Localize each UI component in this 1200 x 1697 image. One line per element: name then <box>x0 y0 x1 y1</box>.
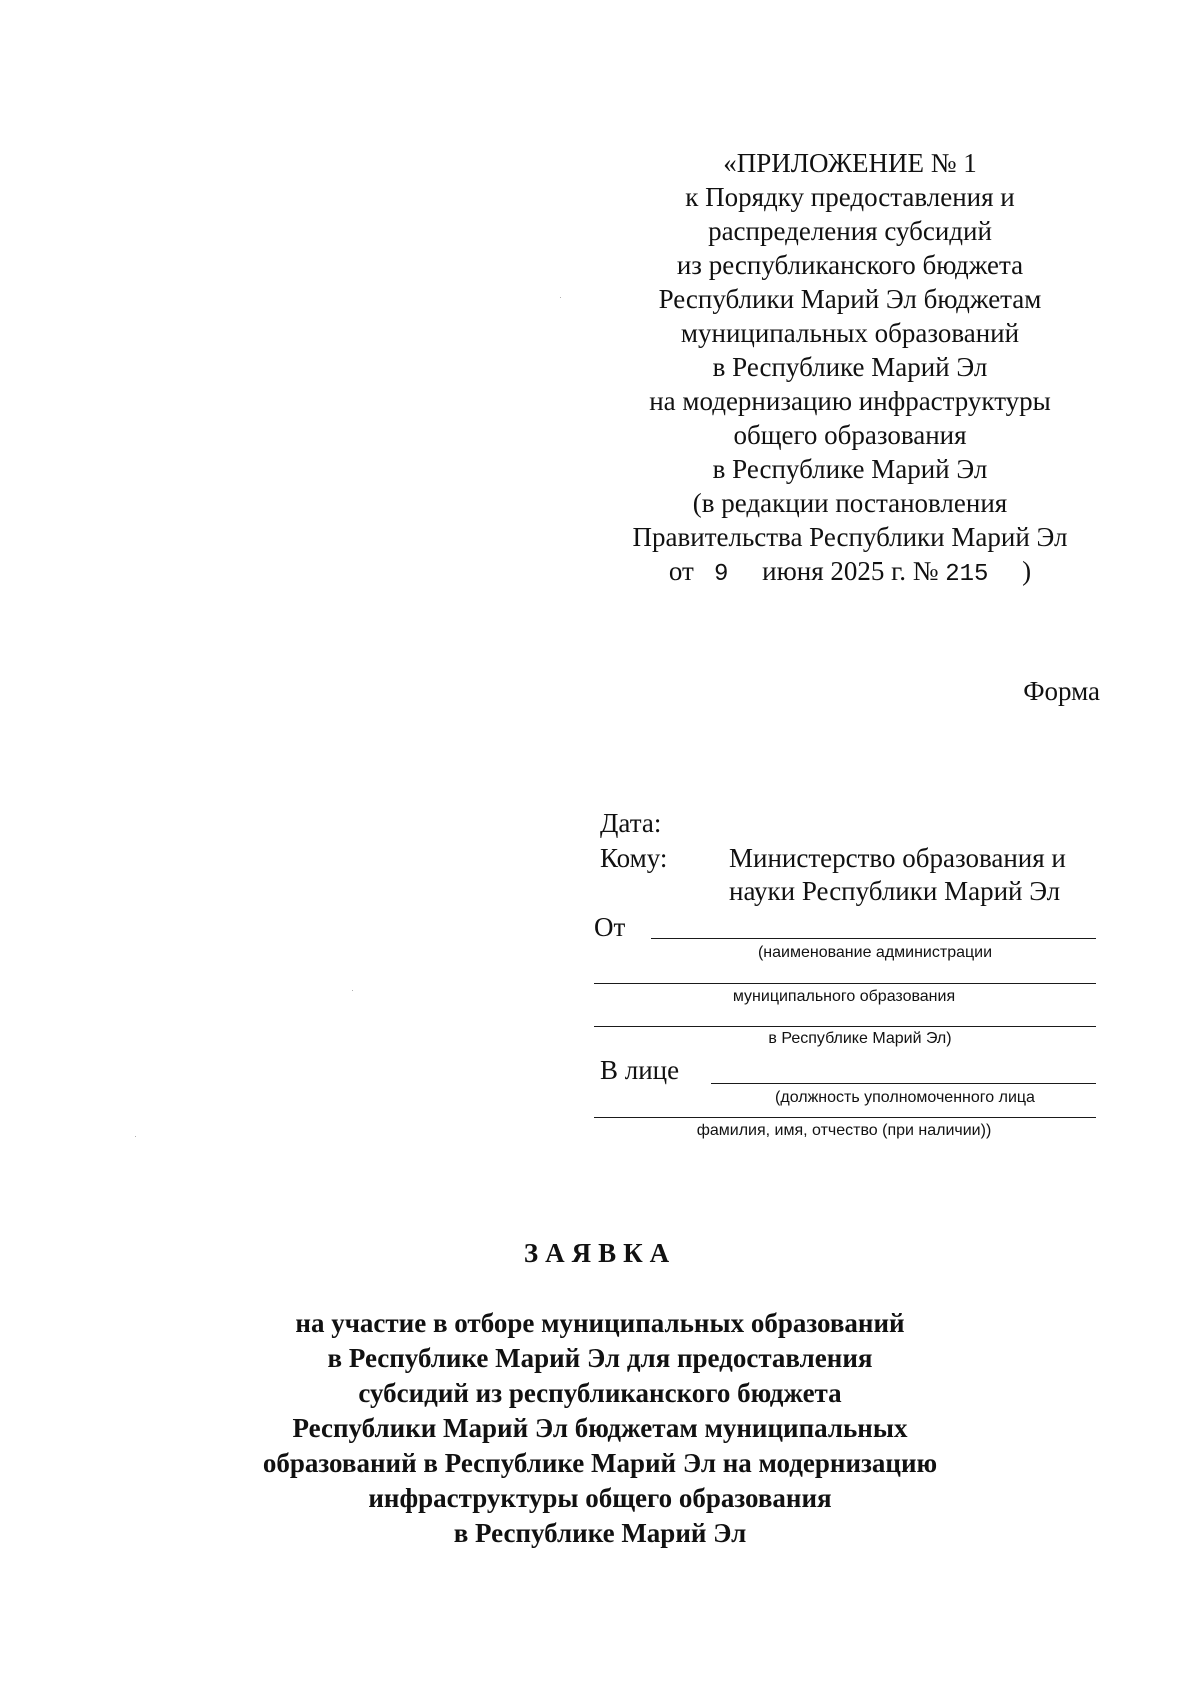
appendix-line: «ПРИЛОЖЕНИЕ № 1 <box>723 148 977 178</box>
subtitle-line: в Республике Марий Эл <box>453 1518 747 1548</box>
appendix-line: к Порядку предоставления и <box>685 182 1015 212</box>
appendix-line: распределения субсидий <box>708 216 992 246</box>
date-label: Дата: <box>600 808 662 838</box>
form-label: Форма <box>1023 676 1100 706</box>
subtitle-line: инфраструктуры общего образования <box>368 1483 832 1513</box>
scan-speck <box>135 1136 136 1137</box>
document-title: ЗАЯВКА <box>523 1238 677 1268</box>
from-field-line-3 <box>594 1026 1096 1027</box>
subtitle-line: на участие в отборе муниципальных образований <box>295 1308 905 1338</box>
appendix-line: муниципальных образований <box>680 318 1020 348</box>
from-field-line <box>651 938 1096 939</box>
appendix-line: Правительства Республики Марий Эл <box>632 522 1068 552</box>
recipient-line-2: науки Республики Марий Эл <box>729 876 1061 906</box>
subtitle-line: образований в Республике Марий Эл на модернизацию <box>262 1448 938 1478</box>
appendix-line: в Республике Марий Эл <box>712 352 988 382</box>
date-prefix: от <box>668 556 694 586</box>
scan-speck <box>560 297 561 298</box>
resolution-number: 215 <box>945 561 989 588</box>
from-label: От <box>594 912 626 942</box>
person-field-line <box>711 1083 1096 1084</box>
appendix-line: на модернизацию инфраструктуры <box>649 386 1051 416</box>
closing-paren: ) <box>1022 556 1032 586</box>
subtitle-line: Республики Марий Эл бюджетам муниципальных <box>292 1413 908 1443</box>
person-label: В лице <box>600 1055 680 1085</box>
to-label: Кому: <box>600 843 668 873</box>
appendix-line: Республики Марий Эл бюджетам <box>658 284 1042 314</box>
appendix-line: из республиканского бюджета <box>676 250 1024 280</box>
from-caption-2: муниципального образования <box>732 988 956 1005</box>
subtitle-line: в Республике Марий Эл для предоставления <box>327 1343 873 1373</box>
recipient-line-1: Министерство образования и <box>729 843 1066 873</box>
subtitle-line: субсидий из республиканского бюджета <box>358 1378 842 1408</box>
from-caption-3: в Республике Марий Эл) <box>768 1030 952 1047</box>
appendix-line: (в редакции постановления <box>692 488 1008 518</box>
from-caption-1: (наименование администрации <box>757 944 993 961</box>
person-field-line-2 <box>594 1117 1096 1118</box>
person-caption-2: фамилия, имя, отчество (при наличии)) <box>696 1122 992 1139</box>
appendix-line: общего образования <box>733 420 967 450</box>
from-field-line-2 <box>594 983 1096 984</box>
appendix-header <box>600 146 1100 592</box>
document-subtitle <box>0 1306 1200 1551</box>
scan-speck <box>352 990 353 991</box>
resolution-day: 9 <box>714 561 729 588</box>
resolution-month-year: июня 2025 г. № <box>762 556 939 586</box>
resolution-date-line <box>600 554 1100 592</box>
appendix-line: в Республике Марий Эл <box>712 454 988 484</box>
person-caption-1: (должность уполномоченного лица <box>775 1089 1035 1106</box>
